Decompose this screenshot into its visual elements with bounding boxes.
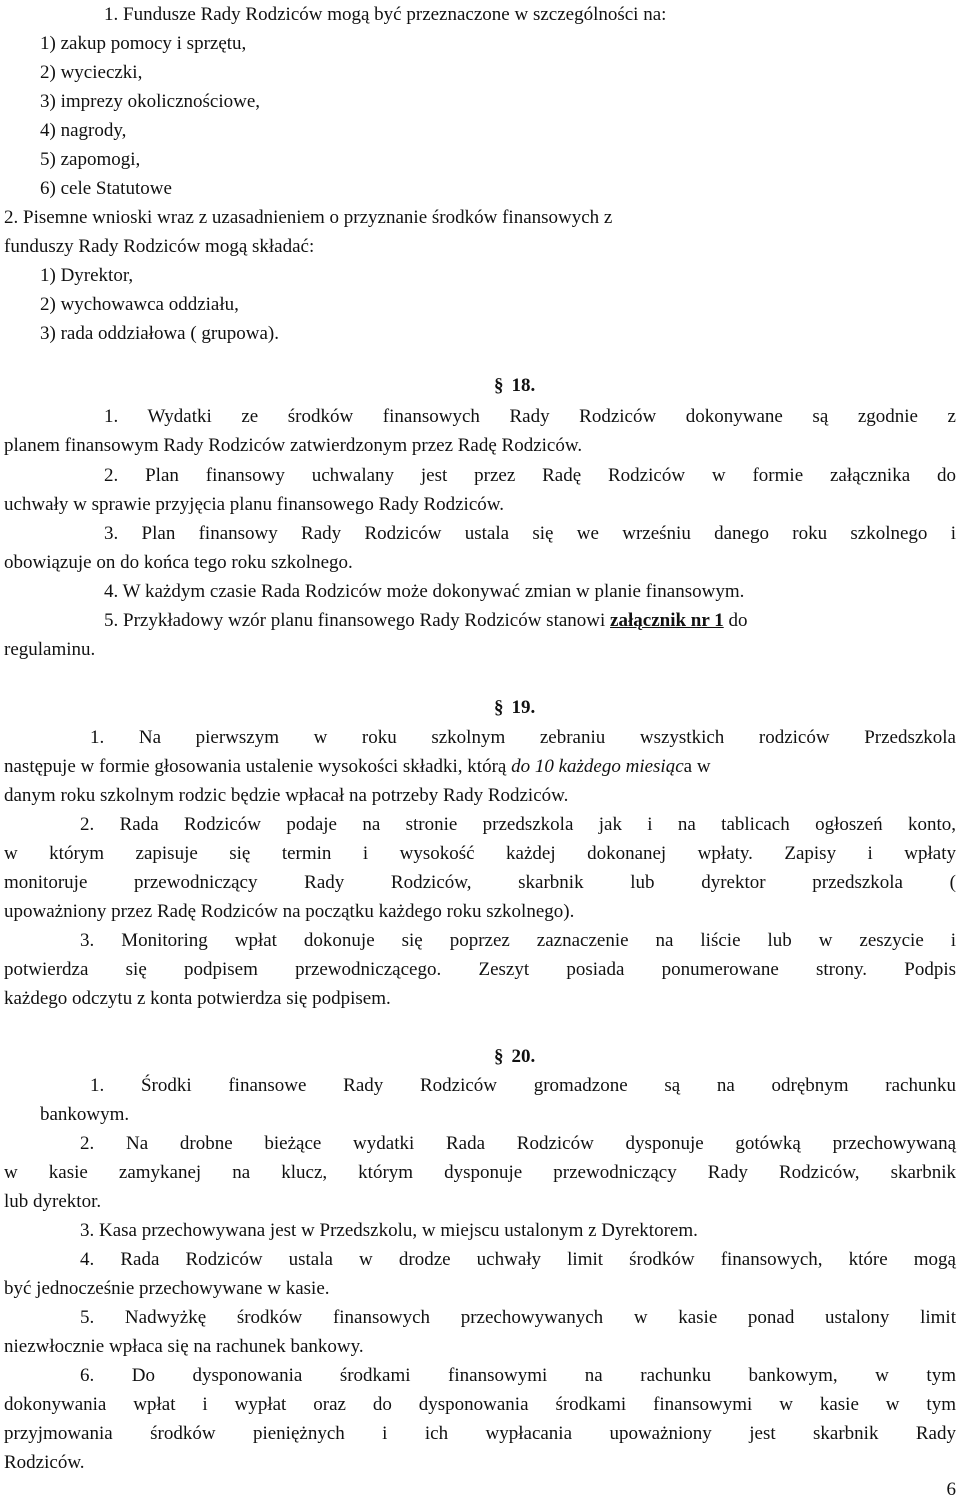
- s19-para1-tail: a w: [683, 756, 711, 777]
- s19-para1-line3: danym roku szkolnym rodzic będzie wpłacał na potrzeby Rady Rodziców.: [4, 785, 569, 806]
- p1-item-4: 4) nagrody,: [40, 120, 127, 141]
- s19-para2-line1: 2. Rada Rodziców podaje na stronie przedszkola jak i na tablicach ogłoszeń konto,: [80, 814, 956, 835]
- section-18-heading: [494, 371, 535, 400]
- p1-line-2b: funduszy Rady Rodziców mogą składać:: [4, 236, 315, 257]
- p1-item2-1: 1) Dyrektor,: [40, 265, 134, 286]
- s20-para6-line4: Rodziców.: [4, 1452, 85, 1473]
- s19-para1-line2: [4, 752, 711, 781]
- s20-para5-line2: niezwłocznie wpłaca się na rachunek bankowy.: [4, 1336, 364, 1357]
- s18-para4-line1: 4. W każdym czasie Rada Rodziców może dokonywać zmian w planie finansowym.: [104, 581, 745, 602]
- s20-para2-line3: lub dyrektor.: [4, 1191, 102, 1212]
- attachment-link[interactable]: załącznik nr 1: [610, 610, 724, 631]
- p1-item2-3: 3) rada oddziałowa ( grupowa).: [40, 323, 279, 344]
- s20-para3-line1: 3. Kasa przechowywana jest w Przedszkolu, w miejscu ustalonym z Dyrektorem.: [80, 1220, 698, 1241]
- p1-line-2a: 2. Pisemne wnioski wraz z uzasadnieniem o przyznanie środków finansowych z: [4, 207, 613, 228]
- page-number: 6: [946, 1479, 956, 1500]
- s19-para1-line1: 1. Na pierwszym w roku szkolnym zebraniu wszystkich rodziców Przedszkola: [90, 727, 956, 748]
- s19-para3-line3: każdego odczytu z konta potwierdza się podpisem.: [4, 988, 391, 1009]
- s20-para4-line2: być jednocześnie przechowywane w kasie.: [4, 1278, 330, 1299]
- section-symbol: §: [494, 1046, 504, 1067]
- s18-para5-tail: do: [723, 610, 748, 631]
- s18-para5-line2: regulaminu.: [4, 639, 96, 660]
- section-number: 19.: [511, 697, 536, 718]
- s19-para1-italic: do 10 każdego miesiąc: [511, 756, 684, 777]
- p1-item2-2: 2) wychowawca oddziału,: [40, 294, 239, 315]
- section-20-heading: [494, 1042, 535, 1071]
- s20-para5-line1: 5. Nadwyżkę środków finansowych przechowywanych w kasie ponad ustalony limit: [80, 1307, 956, 1328]
- s19-para2-line4: upoważniony przez Radę Rodziców na początku każdego roku szkolnego).: [4, 901, 575, 922]
- p1-item-5: 5) zapomogi,: [40, 149, 141, 170]
- s19-para3-line2: potwierdza się podpisem przewodniczącego. Zeszyt posiada ponumerowane strony. Podpis: [4, 959, 956, 980]
- p1-item-3: 3) imprezy okolicznościowe,: [40, 91, 261, 112]
- s18-para3-line1: 3. Plan finansowy Rady Rodziców ustala się we wrześniu danego roku szkolnego i: [104, 523, 956, 544]
- section-number: 20.: [511, 1046, 536, 1067]
- section-number: 18.: [511, 375, 536, 396]
- p1-item-2: 2) wycieczki,: [40, 62, 143, 83]
- s19-para3-line1: 3. Monitoring wpłat dokonuje się poprzez zaznaczenie na liście lub w zeszycie i: [80, 930, 956, 951]
- s18-para3-line2: obowiązuje on do końca tego roku szkolnego.: [4, 552, 353, 573]
- s20-para4-line1: 4. Rada Rodziców ustala w drodze uchwały limit środków finansowych, które mogą: [80, 1249, 956, 1270]
- p1-line-1: 1. Fundusze Rady Rodziców mogą być przeznaczone w szczególności na:: [104, 4, 667, 25]
- s18-para2-line1: 2. Plan finansowy uchwalany jest przez Radę Rodziców w formie załącznika do: [104, 465, 956, 486]
- s18-para1-line1: 1. Wydatki ze środków finansowych Rady Rodziców dokonywane są zgodnie z: [104, 406, 956, 427]
- s19-para2-line3: monitoruje przewodniczący Rady Rodziców, skarbnik lub dyrektor przedszkola (: [4, 872, 956, 893]
- s20-para2-line1: 2. Na drobne bieżące wydatki Rada Rodziców dysponuje gotówką przechowywaną: [80, 1133, 956, 1154]
- section-symbol: §: [494, 697, 504, 718]
- s18-para1-line2: planem finansowym Rady Rodziców zatwierdzonym przez Radę Rodziców.: [4, 435, 583, 456]
- s19-para2-line2: w którym zapisuje się termin i wysokość każdej dokonanej wpłaty. Zapisy i wpłaty: [4, 843, 956, 864]
- p1-item-6: 6) cele Statutowe: [40, 178, 172, 199]
- section-symbol: §: [494, 375, 504, 396]
- s19-para1-text: następuje w formie głosowania ustalenie wysokości składki, którą: [4, 756, 512, 777]
- s20-para6-line3: przyjmowania środków pieniężnych i ich wypłacania upoważniony jest skarbnik Rady: [4, 1423, 956, 1444]
- s18-para5-line1: [104, 606, 747, 635]
- p1-item-1: 1) zakup pomocy i sprzętu,: [40, 33, 247, 54]
- s20-para6-line1: 6. Do dysponowania środkami finansowymi na rachunku bankowym, w tym: [80, 1365, 956, 1386]
- s18-para5-text: 5. Przykładowy wzór planu finansowego Rady Rodziców stanowi: [104, 610, 611, 631]
- s20-para6-line2: dokonywania wpłat i wypłat oraz do dysponowania środkami finansowymi w kasie w tym: [4, 1394, 956, 1415]
- s20-para1-line2: bankowym.: [40, 1104, 130, 1125]
- section-19-heading: [494, 693, 535, 722]
- s20-para2-line2: w kasie zamykanej na klucz, którym dysponuje przewodniczący Rady Rodziców, skarbnik: [4, 1162, 956, 1183]
- s20-para1-line1: 1. Środki finansowe Rady Rodziców gromadzone są na odrębnym rachunku: [90, 1075, 956, 1096]
- s18-para2-line2: uchwały w sprawie przyjęcia planu finansowego Rady Rodziców.: [4, 494, 505, 515]
